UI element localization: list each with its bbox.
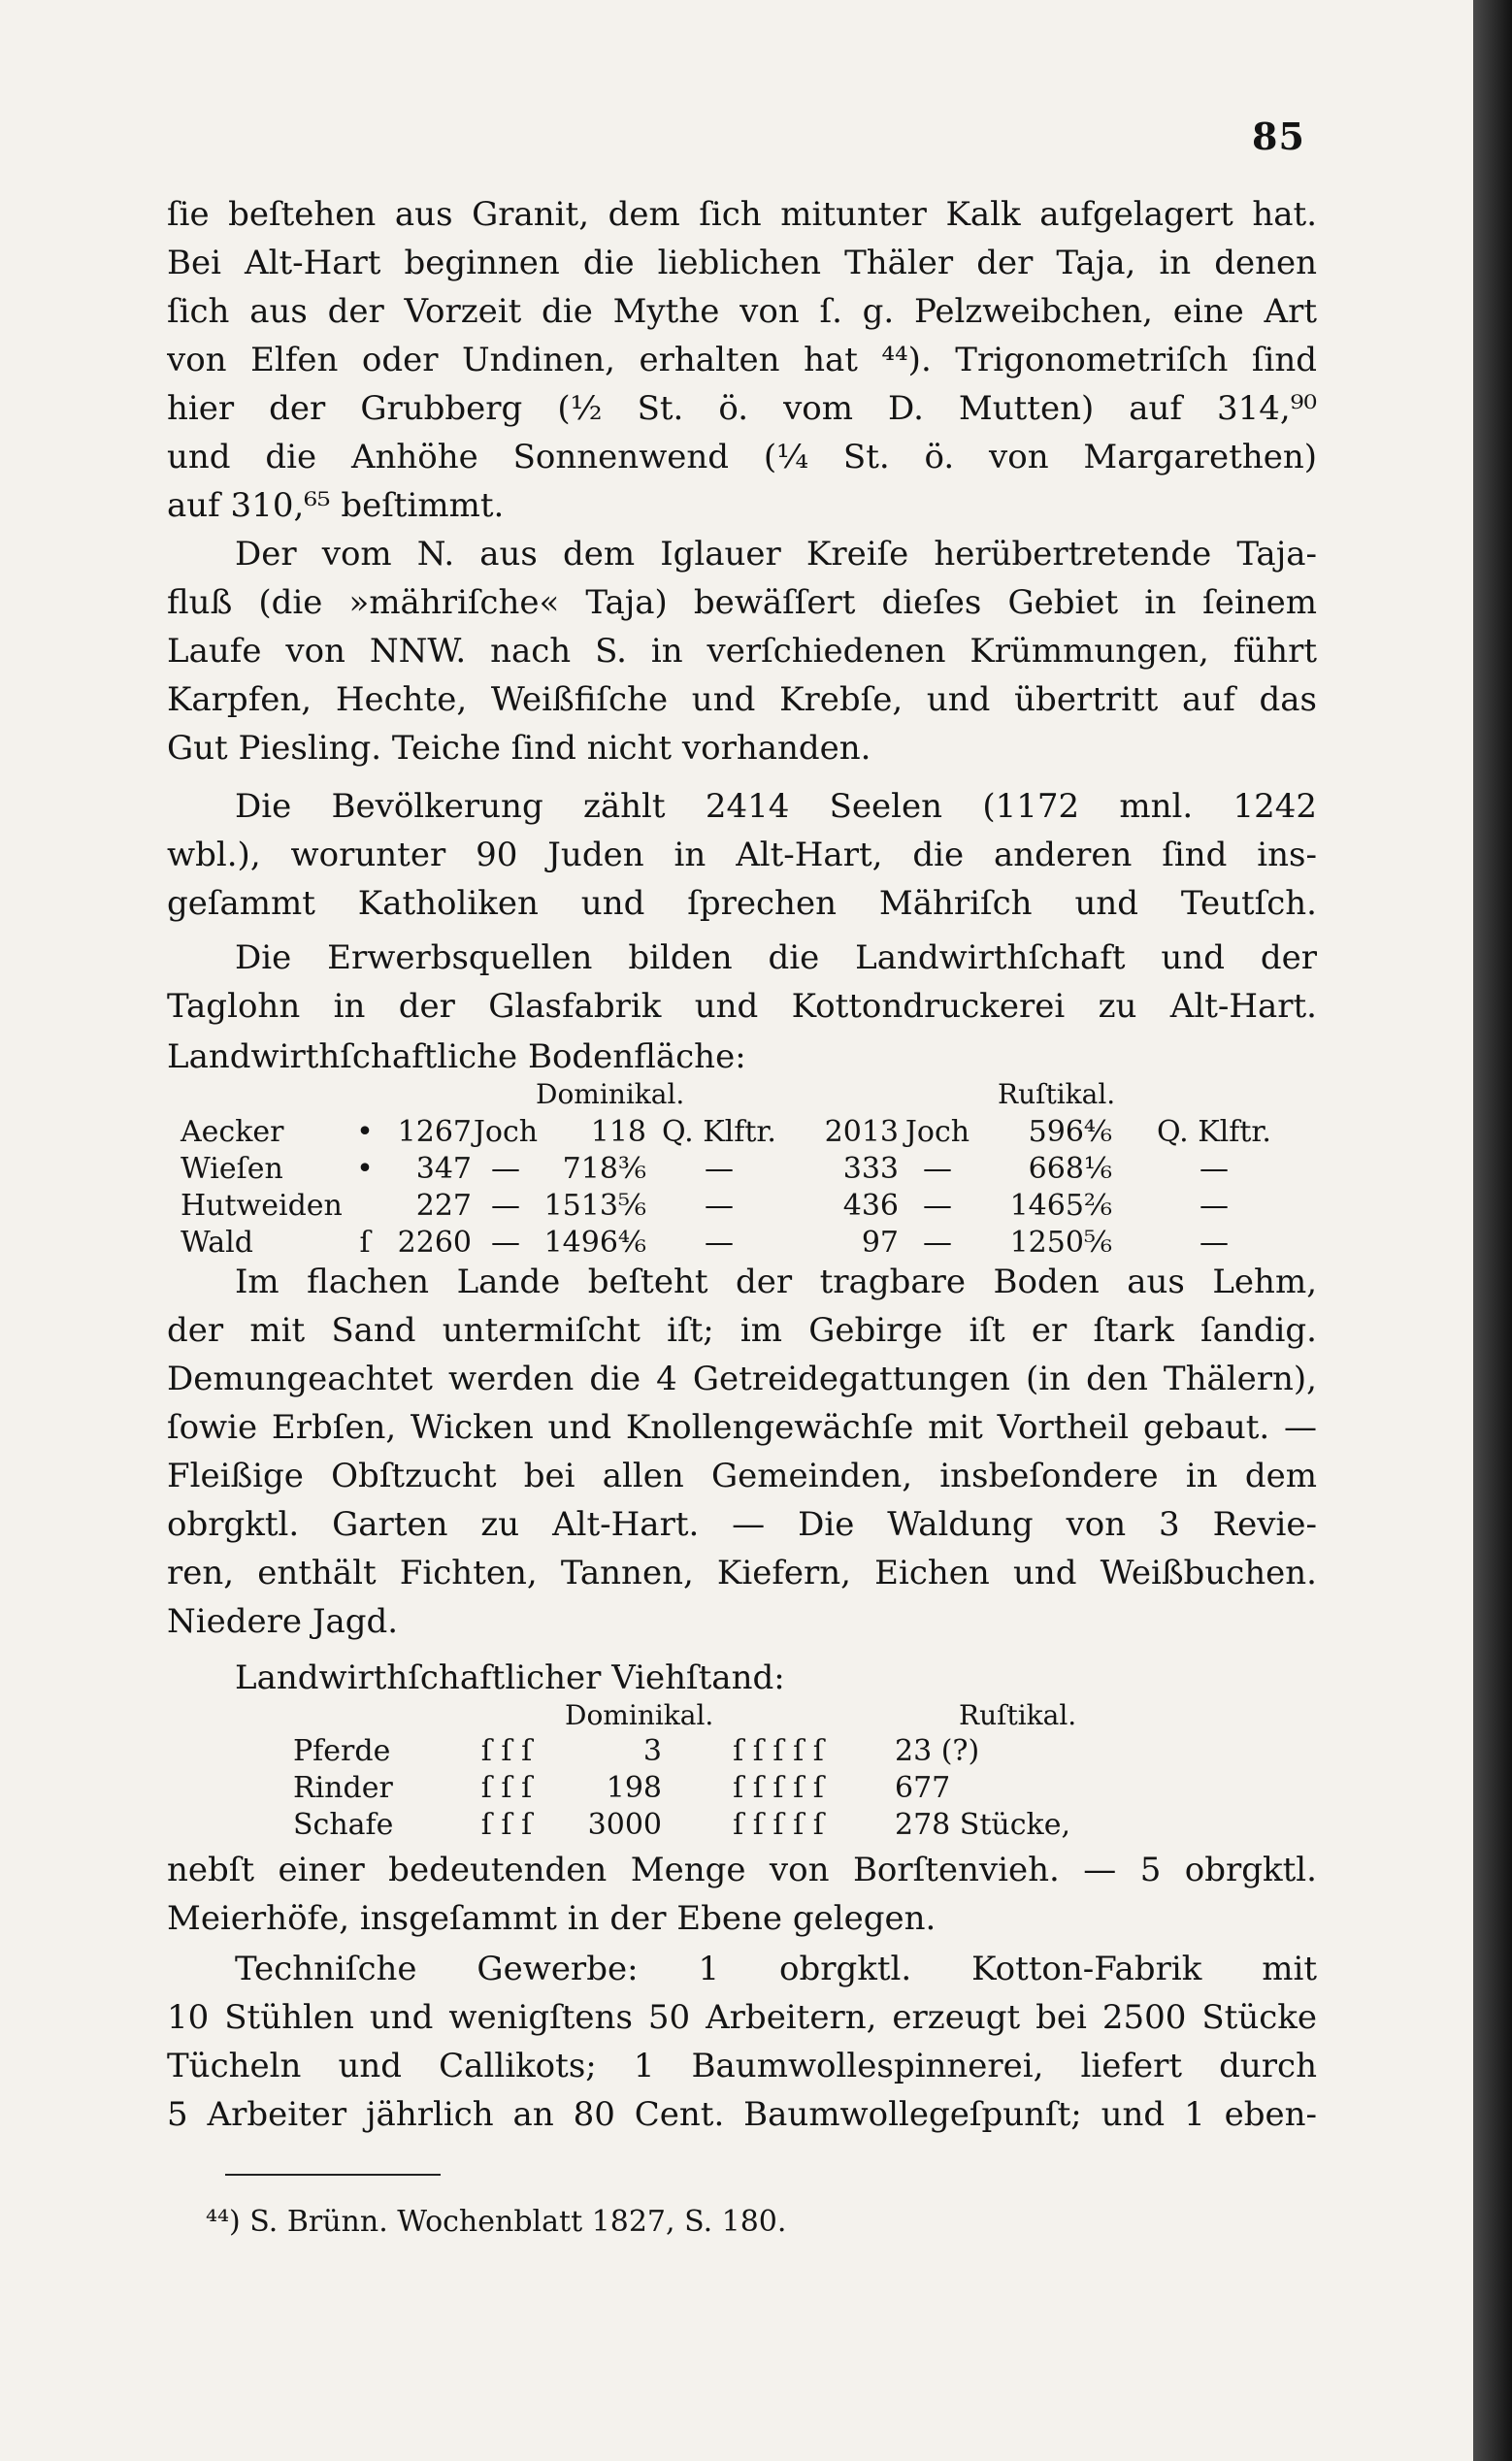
leader-dots — [345, 1188, 384, 1225]
cell: — — [923, 1226, 952, 1260]
cell: — — [923, 1152, 952, 1186]
cell: Q. Klftr. — [662, 1115, 776, 1149]
cell: 1250⁵⁄₆ — [1009, 1226, 1112, 1260]
cell: 1267 — [397, 1115, 472, 1149]
text-line: der mit Sand untermiſcht iſt; im Gebirge iſt er ſtark ſandig. — [167, 1311, 1317, 1350]
text-line: fluß (die »mähriſche« Taja) bewäſſert dieſes Gebiet in ſeinem — [167, 583, 1317, 622]
row-label: Aecker — [181, 1115, 284, 1149]
cell: Joch — [473, 1115, 539, 1149]
page-number: 85 — [1252, 115, 1305, 158]
text-line: Fleißige Obſtzucht bei allen Gemeinden, insbeſondere in dem — [167, 1457, 1317, 1495]
cell: 2013 — [824, 1115, 899, 1149]
table-row — [293, 1807, 1186, 1844]
cell: 1513⁵⁄₆ — [543, 1189, 646, 1223]
cell: 347 — [415, 1152, 472, 1186]
leader-dots: ſ — [359, 1226, 371, 1260]
text-line: Meierhöfe, insgeſammt in der Ebene gelegen. — [167, 1899, 937, 1938]
text-line: Karpfen, Hechte, Weißfiſche und Krebſe, und übertritt auf das — [167, 680, 1317, 719]
row-label: Schafe — [293, 1808, 394, 1842]
section-heading: Landwirthſchaftlicher Viehſtand: — [235, 1658, 785, 1697]
cell: 3 — [642, 1734, 662, 1768]
cell: — — [491, 1226, 520, 1260]
livestock-table — [293, 1733, 1186, 1844]
cell: 436 — [842, 1189, 899, 1223]
text-line: Die Bevölkerung zählt 2414 Seelen (1172 mnl. 1242 — [235, 787, 1317, 826]
table-row — [181, 1225, 1316, 1262]
leader-dots: ſ ſ ſ — [480, 1808, 533, 1842]
text-line: Techniſche Gewerbe: 1 obrgktl. Kotton-Fabrik mit — [235, 1950, 1317, 1988]
row-label: Rinder — [293, 1771, 393, 1805]
table-row — [293, 1733, 1186, 1770]
leader-dots: ſ ſ ſ ſ ſ — [733, 1734, 824, 1768]
cell: 97 — [861, 1226, 899, 1260]
cell: 333 — [842, 1152, 899, 1186]
table-row — [181, 1188, 1316, 1225]
cell: 596⁴⁄₆ — [1028, 1115, 1112, 1149]
leader-dots: ſ ſ ſ ſ ſ — [733, 1771, 824, 1805]
text-line: hier der Grubberg (½ St. ö. vom D. Mutten) auf 314,⁹⁰ — [167, 389, 1317, 428]
column-header-rustikal: Ruſtikal. — [959, 1699, 1077, 1731]
cell: 718³⁄₆ — [562, 1152, 646, 1186]
text-line: ſich aus der Vorzeit die Mythe von ſ. g. Pelzweibchen, eine Art — [167, 292, 1317, 331]
leader-dots: • — [356, 1152, 374, 1186]
text-line: und die Anhöhe Sonnenwend (¼ St. ö. von Margarethen) — [167, 438, 1317, 476]
table-row — [293, 1770, 1186, 1807]
land-area-table — [181, 1114, 1316, 1262]
cell: 227 — [415, 1189, 472, 1223]
text-line: Der vom N. aus dem Iglauer Kreiſe herübertretende Taja- — [235, 535, 1317, 574]
text-line: Demungeachtet werden die 4 Getreidegattungen (in den Thälern), — [167, 1360, 1317, 1398]
column-header-dominikal: Dominikal. — [536, 1078, 685, 1110]
text-line: Laufe von NNW. nach S. in verſchiedenen Krümmungen, führt — [167, 632, 1317, 671]
text-line: 5 Arbeiter jährlich an 80 Cent. Baumwollegeſpunſt; und 1 eben- — [167, 2095, 1317, 2134]
cell: 2260 — [397, 1226, 472, 1260]
text-line: geſammt Katholiken und ſprechen Mähriſch und Teutſch. — [167, 884, 1317, 923]
text-line: obrgktl. Garten zu Alt-Hart. — Die Waldung von 3 Revie- — [167, 1505, 1317, 1544]
row-label: Hutweiden — [181, 1189, 343, 1223]
text-line: 10 Stühlen und wenigſtens 50 Arbeitern, erzeugt bei 2500 Stücke — [167, 1998, 1317, 2037]
cell: — — [705, 1152, 734, 1186]
cell: — — [1200, 1152, 1229, 1186]
cell: 1465²⁄₆ — [1009, 1189, 1112, 1223]
column-header-dominikal: Dominikal. — [565, 1699, 714, 1731]
footnote: ⁴⁴) S. Brünn. Wochenblatt 1827, S. 180. — [206, 2205, 787, 2239]
cell: 198 — [606, 1771, 662, 1805]
row-label: Wieſen — [181, 1152, 283, 1186]
leader-dots: ſ ſ ſ — [480, 1771, 533, 1805]
cell: — — [1200, 1226, 1229, 1260]
leader-dots: ſ ſ ſ — [480, 1734, 533, 1768]
leader-dots: • — [356, 1115, 374, 1149]
text-line: von Elfen oder Undinen, erhalten hat ⁴⁴). Trigonometriſch ſind — [167, 341, 1317, 379]
text-line: Niedere Jagd. — [167, 1602, 399, 1641]
section-heading: Landwirthſchaftliche Bodenfläche: — [167, 1037, 746, 1076]
text-line: Im flachen Lande beſteht der tragbare Boden aus Lehm, — [235, 1263, 1317, 1301]
cell: — — [705, 1226, 734, 1260]
cell: 23 (?) — [895, 1734, 980, 1768]
cell: 668¹⁄₆ — [1028, 1152, 1112, 1186]
text-line: nebſt einer bedeutenden Menge von Borſtenvieh. — 5 obrgktl. — [167, 1851, 1317, 1889]
column-header-rustikal: Ruſtikal. — [998, 1078, 1116, 1110]
text-line: Tücheln und Callikots; 1 Baumwollespinnerei, liefert durch — [167, 2047, 1317, 2085]
row-label: Wald — [181, 1226, 253, 1260]
table-row — [181, 1114, 1316, 1151]
cell: — — [491, 1189, 520, 1223]
cell: — — [491, 1152, 520, 1186]
text-line: ſie beſtehen aus Granit, dem ſich mitunter Kalk aufgelagert hat. — [167, 195, 1317, 234]
cell: 677 — [895, 1771, 951, 1805]
cell: — — [705, 1189, 734, 1223]
text-line: ren, enthält Fichten, Tannen, Kiefern, Eichen und Weißbuchen. — [167, 1554, 1317, 1592]
row-label: Pferde — [293, 1734, 391, 1768]
text-line: Gut Piesling. Teiche ſind nicht vorhanden. — [167, 729, 871, 768]
table-row — [181, 1151, 1316, 1188]
cell: 118 — [590, 1115, 646, 1149]
leader-dots: ſ ſ ſ ſ ſ — [733, 1808, 824, 1842]
cell: 1496⁴⁄₆ — [543, 1226, 646, 1260]
cell: Q. Klftr. — [1157, 1115, 1271, 1149]
text-line: wbl.), worunter 90 Juden in Alt-Hart, die anderen ſind ins- — [167, 836, 1317, 874]
cell: 278 Stücke, — [895, 1808, 1070, 1842]
text-line: ſowie Erbſen, Wicken und Knollengewächſe mit Vortheil gebaut. — — [167, 1408, 1317, 1447]
cell: 3000 — [587, 1808, 662, 1842]
text-line: Taglohn in der Glasfabrik und Kottondruckerei zu Alt-Hart. — [167, 987, 1317, 1026]
cell: — — [1200, 1189, 1229, 1223]
cell: Joch — [904, 1115, 970, 1149]
text-line: Die Erwerbsquellen bilden die Landwirthſchaft und der — [235, 938, 1317, 977]
cell: — — [923, 1189, 952, 1223]
text-line: auf 310,⁶⁵ beſtimmt. — [167, 486, 505, 525]
text-line: Bei Alt-Hart beginnen die lieblichen Thäler der Taja, in denen — [167, 244, 1317, 282]
scan-edge-shadow — [1473, 0, 1512, 2461]
footnote-rule — [225, 2174, 441, 2176]
